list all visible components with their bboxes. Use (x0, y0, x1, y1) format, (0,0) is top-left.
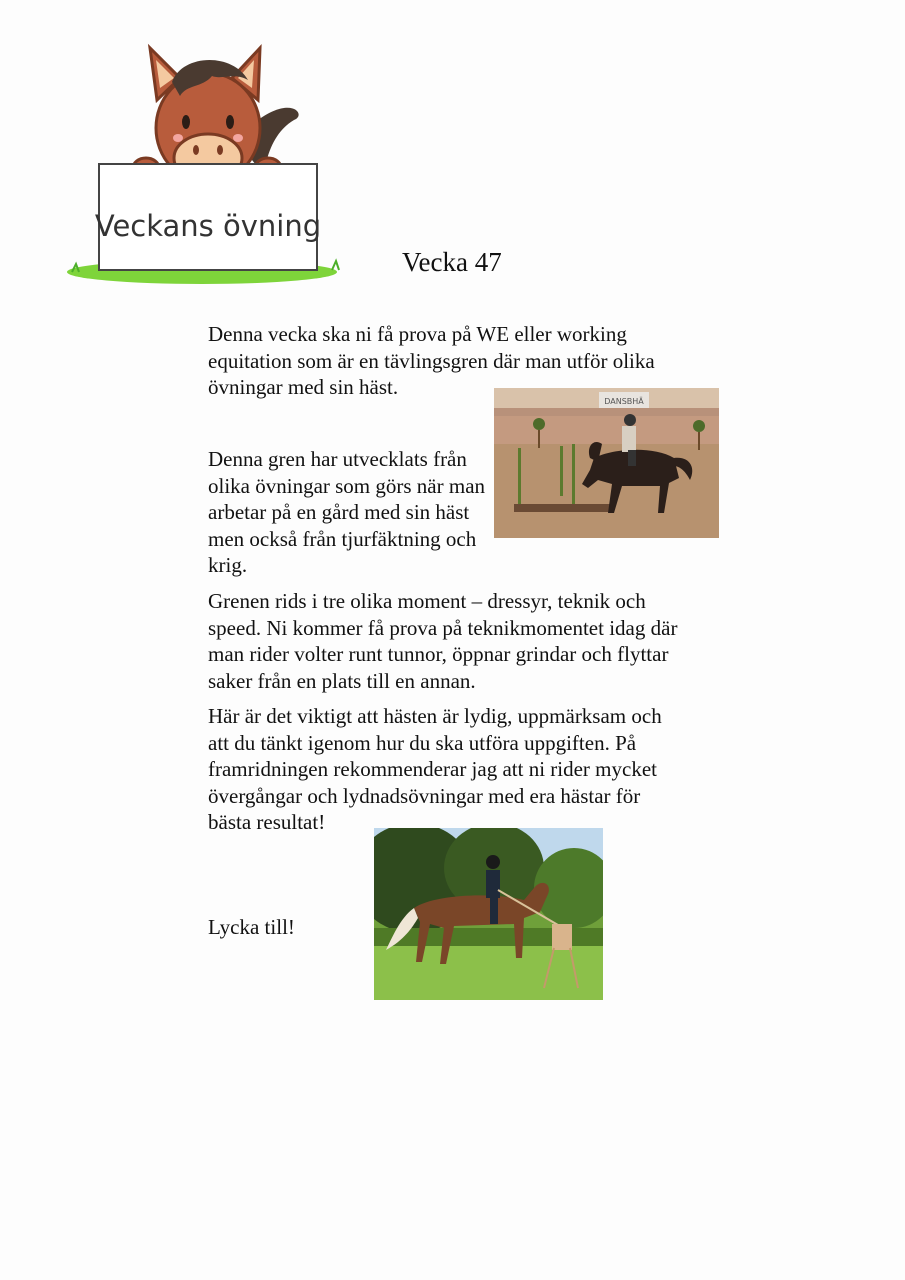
moments-paragraph: Grenen rids i tre olika moment – dressyr, teknik och speed. Ni kommer få prova på teknikmomentet idag där man rider volter runt tunnor, öppnar grindar och flyttar saker från en plats till en annan. (208, 589, 678, 693)
horse-sign-logo (62, 40, 352, 290)
origin-paragraph: Denna gren har utvecklats från olika övningar som görs när man arbetar på en gård med sin häst men också från tjurfäktning och krig. (208, 447, 486, 577)
svg-text:DANSBHÄ: DANSBHÄ (604, 397, 644, 406)
closing-text: Lycka till! (208, 915, 295, 939)
horse-icon (62, 40, 352, 290)
advice-paragraph: Här är det viktigt att hästen är lydig, uppmärksam och att du tänkt igenom hur du ska utföra uppgiften. På framridningen rekommenderar jag att ni rider mycket övergångar och lydnadsövningar med era hästar för bästa resultat! (208, 704, 662, 834)
week-title: Vecka 47 (402, 247, 502, 277)
arena-photo (494, 388, 719, 538)
logo-sign-text: Veckans övning (94, 209, 322, 243)
intro-paragraph: Denna vecka ska ni få prova på WE eller working equitation som är en tävlingsgren där man utför olika övningar med sin häst. (208, 322, 655, 399)
field-photo (374, 828, 603, 1000)
